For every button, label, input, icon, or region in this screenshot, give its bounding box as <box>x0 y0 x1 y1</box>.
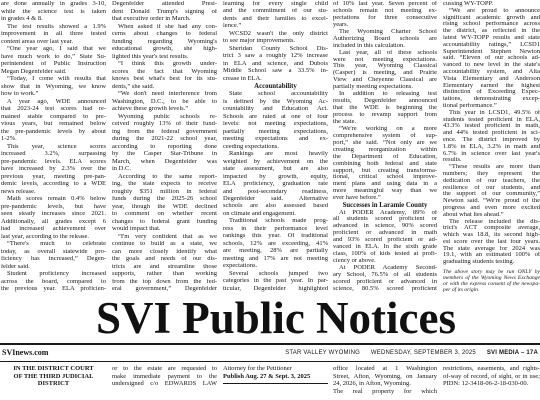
text-line: to see major improvements. <box>223 38 296 45</box>
notice-line: 24, 2026, in Afton, Wyoming. <box>333 380 411 388</box>
text-line: “One year ago, I said that we <box>7 46 106 52</box>
text-line: accountability ratings,” LCSD1 <box>443 41 540 48</box>
text-line: cussing WY-TOPP. <box>443 1 493 7</box>
text-line: The state average for 2024 was <box>443 245 540 252</box>
text-line: continue to build as a state, we <box>112 241 217 247</box>
text-line: to comment on whether recent <box>112 211 217 217</box>
text-line: Several schools jumped two <box>229 270 328 277</box>
text-line: ticular, Degenfelder highlighted <box>223 285 328 292</box>
text-line: proficient or advanced in math <box>333 230 437 237</box>
text-line: educational growth, she high- <box>112 46 217 52</box>
text-line: WCSD2 wasn't the only district <box>229 30 328 37</box>
text-line: today, as overall statewide pro- <box>1 248 106 255</box>
credit-note-line: The above story may be run ONLY by <box>443 269 540 275</box>
text-line: ress in their performance level <box>223 225 328 232</box>
text-line: lence.” <box>223 23 242 30</box>
text-line: Elementary earned the highest <box>443 82 540 89</box>
folio-rule <box>0 361 540 362</box>
text-line: This year, Wyoming Classical <box>333 63 437 70</box>
text-line: This year, science scores <box>7 143 106 150</box>
credit-note-line: per of its origin. <box>443 287 480 294</box>
text-line: 43.3% tested proficient in math, <box>443 123 540 130</box>
text-line: mained stable compared to pre- <box>1 113 106 120</box>
text-line: in grades 4 & 8. <box>1 16 43 22</box>
article-column-2 <box>112 1 217 293</box>
text-line: that 2023-24 test scores had re- <box>1 106 106 112</box>
notice-heading-line: IN THE DISTRICT COURT <box>13 365 94 372</box>
text-line: March, when Degenfelder was <box>112 158 217 165</box>
text-line: achieve these growth levels.” <box>112 106 189 112</box>
article-column-5 <box>443 1 540 294</box>
text-line: latest WY-TOPP results and state <box>443 34 540 41</box>
text-line: dent Donald Trump's signing of <box>112 8 217 15</box>
credit-note-line: members of the Wyoming News Exchange <box>443 275 540 282</box>
text-line: Newton said. “We're proud of the <box>443 198 540 205</box>
text-line: “We don't need interference from <box>118 91 217 97</box>
text-line: roughly $351 million in federal <box>112 188 217 195</box>
text-line: numbers; they represent the <box>443 170 540 177</box>
text-line: Degenfelder attended Presi- <box>112 1 217 7</box>
text-line: state assessment, but are also <box>223 166 328 173</box>
text-line: changes to federal grant funding <box>112 218 217 225</box>
text-line: across the board, compared to <box>1 278 106 285</box>
text-line: graduating students testing. <box>443 259 515 265</box>
notice-property <box>443 365 540 400</box>
notice-line: The real property for which <box>333 387 437 395</box>
text-line: Sheridan County School Dis- <box>229 45 328 52</box>
text-line: rankings this year. Of traditional <box>223 233 328 240</box>
text-line: tricts are and streamline those <box>112 263 217 270</box>
text-line: Traditional schools made prog- <box>229 218 328 225</box>
notice-publish-dates: Publish Aug. 27 & Sept. 3, 2025 <box>223 372 311 380</box>
text-line: ing from the federal government <box>112 128 217 135</box>
article-column-4 <box>333 1 437 293</box>
text-line: supports, rather than working <box>112 271 217 277</box>
text-line: Megan Degenfelder said. <box>1 68 67 75</box>
notice-heading-line: DISTRICT <box>37 380 70 388</box>
section-title: SVI Public Notices <box>96 293 456 343</box>
text-line: would impact that. <box>112 226 161 232</box>
text-line: Wyoming public schools re- <box>118 113 217 120</box>
text-line: and post-secondary readiness, <box>223 188 328 195</box>
text-line: the previous year. ELA proficien- <box>1 286 106 292</box>
article-column-3 <box>223 1 328 293</box>
subhead: Accountability <box>254 83 297 91</box>
notice-attorney <box>223 365 328 400</box>
text-line: “We are proud to announce <box>449 7 540 14</box>
section-rule <box>0 343 540 345</box>
text-line: pectations for three consecutive <box>333 14 437 21</box>
text-line: and the commitment of our stu- <box>223 8 328 15</box>
text-line: lighted this year's test results. <box>112 53 189 60</box>
text-line: ELA proficiency, graduation rate <box>223 181 328 188</box>
text-line: (Casper) is meeting, and Prairie <box>333 70 437 77</box>
text-line: while the science test is taken <box>1 8 106 15</box>
text-line: results. <box>443 157 462 164</box>
text-line: years. <box>333 21 349 28</box>
text-line: “I think this growth under- <box>118 61 217 67</box>
text-line: When asked if she had any con- <box>118 23 217 30</box>
text-line: tional, critical school improve- <box>333 174 437 181</box>
notice-sale <box>333 365 437 400</box>
text-line: creating reorganization within <box>333 146 437 153</box>
text-line: seen steady increases since 2021. <box>1 211 106 217</box>
text-line: have increased by 2.3% over the <box>1 166 106 172</box>
text-line: Middle School saw a 33.5% in- <box>223 68 328 75</box>
text-line: ary School, 76.5% of all students <box>333 271 437 278</box>
text-line: in D.C. <box>112 166 131 172</box>
text-line: have much work to do,” State Su- <box>1 53 106 60</box>
text-line: This year in LCSD1, 49.5% of <box>449 109 540 116</box>
text-line: were not meeting expectations. <box>333 56 437 63</box>
notice-line: restrictions, easements, and rights- <box>443 365 540 372</box>
text-line: students tested proficient in ELA, <box>443 116 540 123</box>
text-line: of 10% last year. Seven percent of <box>333 1 437 7</box>
text-line: schools, 12% are exceeding, 41% <box>223 240 328 247</box>
text-line: is defined by the Wyoming Ac- <box>223 98 328 105</box>
text-line: In addition to releasing test <box>339 91 437 98</box>
notice-line: office located at 1 Washington <box>333 365 437 372</box>
text-line: schools remain not meeting ex- <box>333 7 437 14</box>
text-line: learning for every single child <box>223 1 328 7</box>
text-line: 19.1, with an estimated 100% of <box>443 252 540 259</box>
text-line: tional performance.” <box>443 102 497 109</box>
text-line: ment plans and using data in a <box>333 181 437 188</box>
text-line: distinction of Exceeding Expec- <box>443 89 540 96</box>
dateline <box>285 347 538 359</box>
credit-note-line: or with the express consent of the newspa- <box>443 281 540 288</box>
notice-line: Street, Afton, Wyoming, on January <box>333 372 437 380</box>
notice-heading-line: OF THE THIRD JUDICIAL <box>13 372 94 380</box>
text-line: and 44% tested proficient in sci- <box>443 130 540 137</box>
text-line: are done annually in grades 3-10, <box>1 1 106 7</box>
text-line: Student proficiency increased <box>7 271 106 277</box>
text-line: 6.7% in science over last year's <box>443 150 540 157</box>
text-line: cerns about changes to federal <box>112 31 217 37</box>
text-line: eral government,” Degenfelder <box>112 286 217 292</box>
text-line: year, though the WDE declined <box>112 203 217 210</box>
article-column-1 <box>1 1 106 293</box>
text-line: the support of our community,” <box>443 191 540 198</box>
text-line: According to the same report- <box>118 173 217 180</box>
text-line: The release included the dis- <box>449 218 540 225</box>
text-line: class, 100% of kids tested at profi- <box>333 251 437 258</box>
text-line: scores the fact that Wyoming <box>112 68 217 75</box>
text-line: crease in ELA. <box>223 75 262 82</box>
text-line: advanced in science, 90% scored <box>333 223 437 230</box>
text-line: “I'm very confident that as we <box>118 233 217 240</box>
text-line: State school accountability <box>229 91 328 98</box>
text-line: At PODER Academy, 89% of <box>339 209 437 216</box>
text-line: partially meeting expectations. <box>333 84 413 91</box>
text-line: the district, as reflected in the <box>443 28 540 35</box>
dateline-location: STAR VALLEY WYOMING <box>285 350 361 356</box>
text-line: ceived roughly 13% of their fund- <box>112 121 217 127</box>
text-line: process to revamp support from <box>333 112 437 118</box>
text-line: ence. The district improved by <box>443 136 540 143</box>
text-line: news release. <box>1 188 36 195</box>
text-line: meeting expectations and ex- <box>223 136 328 143</box>
text-line: ing, the state expects to receive <box>112 181 217 187</box>
text-line: in ELA and science, and Dubois <box>223 60 328 67</box>
text-line: increased 3.2%, surpassing <box>1 151 106 157</box>
text-line: Vista Elementary and Anderson <box>443 75 540 82</box>
text-line: support, but creating transforma- <box>333 167 437 174</box>
text-line: Additionally, all grades except 6 <box>1 218 106 225</box>
text-line: said. “Eleven of our schools ad- <box>443 55 540 62</box>
text-line: schools are also assessed based <box>223 203 328 210</box>
text-line: ficiency has increased,” Degen- <box>1 256 106 262</box>
text-line: ciency or above. <box>333 258 376 265</box>
text-line: levels: not meeting expectations, <box>223 121 328 128</box>
text-line: categories in the past year. In par- <box>223 278 328 285</box>
text-line: “We're working on a more <box>339 125 437 132</box>
credit-note <box>443 269 540 293</box>
text-line: on climate and engagement. <box>223 210 296 217</box>
text-line: Superintendent Stephen Newton <box>443 48 540 55</box>
text-line: the Department of Education, <box>333 153 437 160</box>
text-line: about what lies ahead.” <box>443 211 504 218</box>
text-line: last year, according to the release. <box>1 233 89 240</box>
text-line: vious years, but remained below <box>1 121 106 127</box>
text-line: how to work.” <box>1 91 39 97</box>
text-line: “These results are more than <box>449 164 540 171</box>
text-line: countability and Education Act. <box>223 106 328 113</box>
text-line: dedication of our teachers, the <box>443 177 540 184</box>
text-line: The test results showed a 1.9% <box>7 23 106 30</box>
text-line: Rankings are most heavily <box>229 151 328 158</box>
notice-line: of-way of record, of sight, or in use; <box>443 372 540 380</box>
text-line: felder said. <box>1 263 30 270</box>
text-line: pre-pandemic levels. ELA scores <box>1 158 106 165</box>
notice-estate <box>112 365 217 400</box>
text-line: content areas over last year. <box>1 38 74 45</box>
text-line: and 93% scored proficient or ad- <box>333 237 437 244</box>
page-number: SVI MEDIA – 17A <box>486 350 538 356</box>
text-line: trict 3 saw a roughly 12% increase <box>223 53 328 60</box>
text-line: more meaningful way than we <box>333 188 437 195</box>
text-line: had increased achievement over <box>1 226 106 232</box>
text-line: weighted by achievement on the <box>223 158 328 165</box>
text-line: accountability system, and Alta <box>443 68 540 75</box>
text-line: which was 18.8, its second high- <box>443 232 540 239</box>
text-line: show that in Wyoming, we know <box>1 83 106 90</box>
text-line: progress and even more excited <box>443 204 540 211</box>
text-line: resilience of our students, and <box>443 184 540 191</box>
text-line: can more closely identify what <box>112 248 217 255</box>
text-line: by the Casper Star-Tribune in <box>112 151 217 157</box>
dateline-date: WEDNESDAY, SEPTEMBER 3, 2025 <box>370 350 476 356</box>
text-line: “Today, I come with results that <box>7 76 106 82</box>
text-line: improvement in all three tested <box>1 31 106 37</box>
text-line: the pre-pandemic levels by about <box>1 128 106 135</box>
article-column-5-text <box>443 1 540 265</box>
text-line: Math scores remain 0.4% below <box>7 196 106 202</box>
text-line: 1.8% in ELA, 3.2% in math and <box>443 143 540 150</box>
text-line: that executive order in March. <box>112 16 191 22</box>
text-line: included in this calculation. <box>333 42 405 49</box>
text-line: funds during the 2025-26 school <box>112 196 217 202</box>
text-line: scored proficient or advanced in <box>333 278 437 285</box>
text-line: are meeting, 28% are partially <box>223 248 328 255</box>
text-line: pre-pandemic levels, but have <box>1 203 106 210</box>
text-line: from the top down from the fed- <box>112 278 217 285</box>
text-line: View and Cheyenne Classical are <box>333 77 437 84</box>
text-line: tations, demonstrating excep- <box>443 96 540 103</box>
text-line: comprehensive system of sup- <box>333 132 437 139</box>
text-line: all students scored proficient or <box>333 216 437 223</box>
text-line: combining both federal and state <box>333 160 437 167</box>
text-line: A year ago, WDE announced <box>7 98 106 105</box>
website-label: SVInews.com <box>2 348 49 357</box>
text-line: trict's ACT composite average, <box>443 225 540 232</box>
text-line: Last year, all of these schools <box>339 49 437 56</box>
text-line: ceeding expectations. <box>223 143 279 150</box>
text-line: funding regarding Wyoming's <box>112 38 217 45</box>
text-line: vanced in ELA. In the sixth grade <box>333 244 437 251</box>
text-line: vanced to new level in the state's <box>443 62 540 69</box>
text-line: Schools are rated at one of four <box>223 113 328 120</box>
text-line: previous year, meeting pre-pan- <box>1 173 106 180</box>
text-line: Washington, D.C., to be able to <box>112 98 217 105</box>
text-line: port,” she said. “Not only are we <box>333 139 437 146</box>
text-line: knows best what's best for its stu- <box>112 76 217 82</box>
text-line: rising school performance across <box>443 21 540 28</box>
text-line: perintendent of Public Instruction <box>1 61 106 67</box>
subhead: Successes in Laramie County <box>342 202 428 210</box>
text-line: At PODER Academy Second- <box>339 265 437 272</box>
text-line: ever have before.” <box>333 195 381 202</box>
notice-separator <box>223 383 328 384</box>
folio-bar <box>0 347 540 359</box>
text-line: est score over the last four years. <box>443 238 540 245</box>
text-line: meeting and 17% are not meeting <box>223 255 328 262</box>
notice-line: PIDN: 12-3418-06-2-18-030-00. <box>443 380 529 388</box>
text-line: demic levels, according to a WDE <box>1 181 106 187</box>
text-line: results, Degenfelder announced <box>333 98 437 105</box>
notice-line: or to the estate are requested to <box>112 365 217 372</box>
text-line: 1-2%. <box>1 136 17 142</box>
text-line: according to reporting done <box>112 143 217 150</box>
notice-line: undersigned c/o EDWARDS LAW <box>112 380 217 388</box>
notice-line: Attorney for the Petitioner <box>223 365 292 372</box>
text-line: the state. <box>333 118 357 125</box>
text-line: significant academic growth and <box>443 14 540 21</box>
text-line: partially meeting expectations, <box>223 128 328 135</box>
text-line: that the WDE is beginning the <box>333 105 437 112</box>
text-line: The Wyoming Charter School <box>339 28 437 35</box>
text-line: dents and their families to excel- <box>223 15 328 22</box>
text-line: Authorizing Board schools are <box>333 35 437 42</box>
text-line: dents,” she said. <box>112 83 155 90</box>
text-line: “There's much to celebrate <box>7 241 106 247</box>
text-line: impacted by growth, equity, <box>223 173 328 180</box>
notice-line: make immediate payment to the <box>112 372 217 380</box>
text-line: expectations. <box>223 263 258 270</box>
text-line: science, 80.5% scored proficient <box>333 285 437 292</box>
text-line: during the 2021-22 school year, <box>112 136 217 142</box>
notice-court-heading <box>1 365 106 400</box>
text-line: the goals and needs of our dis- <box>112 256 217 262</box>
text-line: Degenfelder said. Alternative <box>223 195 328 202</box>
